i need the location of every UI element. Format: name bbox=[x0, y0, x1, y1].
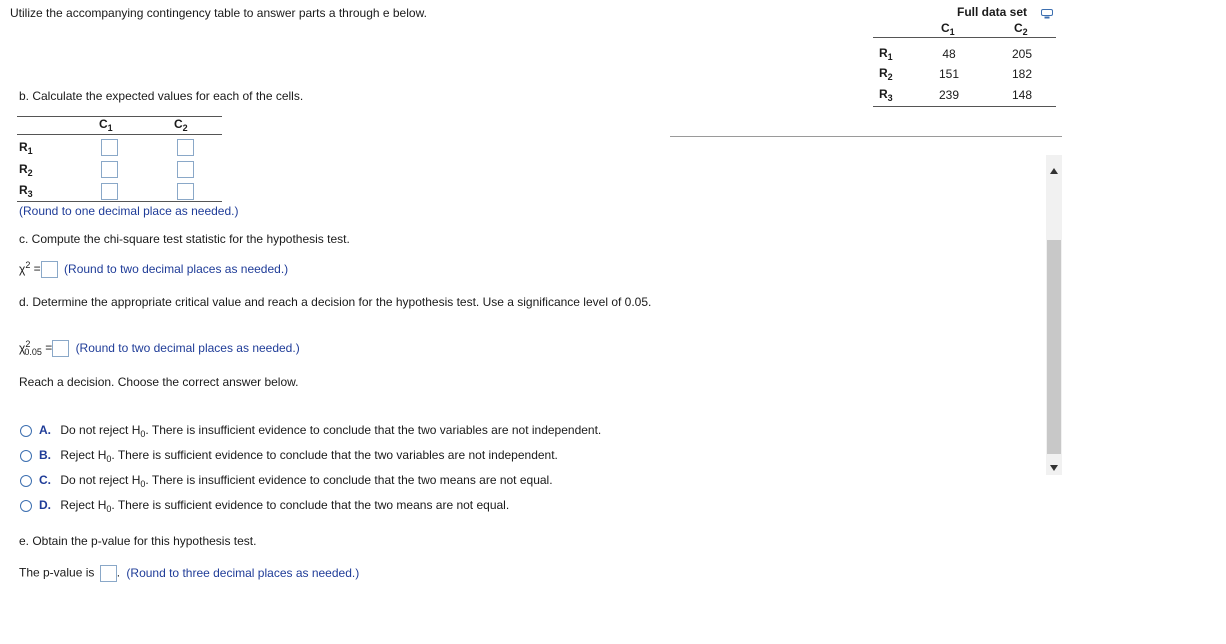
p-value-prefix: The p-value is bbox=[19, 565, 95, 580]
expected-input-r1-c1[interactable] bbox=[101, 139, 118, 156]
option-b[interactable]: B. Reject $H_0$. There is sufficient evidence to conclude that the two variables are not independent. bbox=[39, 448, 558, 464]
copy-data-icon[interactable] bbox=[1041, 8, 1053, 18]
expected-input-r3-c2[interactable] bbox=[177, 183, 194, 200]
option-text: Do not reject H bbox=[60, 423, 141, 437]
option-letter: C. bbox=[39, 473, 51, 487]
option-text: Reject H bbox=[60, 498, 107, 512]
part-e-rounding-hint: (Round to three decimal places as needed.) bbox=[126, 565, 360, 580]
expected-input-r3-c1[interactable] bbox=[101, 183, 118, 200]
expected-input-r2-c2[interactable] bbox=[177, 161, 194, 178]
expected-row-label-r3: $R_3$ bbox=[19, 183, 33, 199]
expected-row-label-r1: $R_1$ bbox=[19, 140, 33, 156]
data-cell-r2-c1: 151 bbox=[938, 67, 960, 81]
data-table-divider bbox=[873, 37, 1056, 38]
part-d-text: d. Determine the appropriate critical value and reach a decision for the hypothesis test. Use a significance level of 0.05. bbox=[19, 295, 652, 309]
part-c-text: c. Compute the chi-square test statistic for the hypothesis test. bbox=[19, 232, 350, 246]
part-b-rounding-hint: (Round to one decimal place as needed.) bbox=[19, 204, 239, 218]
expected-input-r1-c2[interactable] bbox=[177, 139, 194, 156]
critical-value-input[interactable] bbox=[52, 340, 69, 357]
critical-value-row bbox=[19, 340, 300, 357]
expected-table-bottom-border bbox=[17, 201, 222, 202]
part-d-rounding-hint: (Round to two decimal places as needed.) bbox=[75, 340, 300, 355]
option-a[interactable]: A. Do not reject $H_0$. There is insufficient evidence to conclude that the two variables are not independent. bbox=[39, 423, 602, 439]
part-c-rounding-hint: (Round to two decimal places as needed.) bbox=[64, 261, 289, 276]
equals-sign: = bbox=[33, 261, 41, 276]
expected-row-label-r2: $R_2$ bbox=[19, 162, 33, 178]
section-divider bbox=[670, 136, 1062, 137]
part-b-text: b. Calculate the expected values for each of the cells. bbox=[19, 89, 304, 103]
option-c[interactable]: C. Do not reject $H_0$. There is insufficient evidence to conclude that the two means are not equal. bbox=[39, 473, 553, 489]
scroll-down-arrow-icon[interactable] bbox=[1050, 460, 1058, 474]
option-text: . There is insufficient evidence to conclude that the two variables are not independent. bbox=[145, 423, 602, 437]
option-d[interactable]: D. Reject $H_0$. There is sufficient evidence to conclude that the two means are not equal. bbox=[39, 498, 510, 514]
full-data-set-label: Full data set bbox=[957, 5, 1028, 19]
data-col-header-c1: $C_1$ bbox=[941, 21, 955, 37]
expected-col-header-c1: $C_1$ bbox=[99, 117, 113, 133]
option-letter: D. bbox=[39, 498, 51, 512]
p-value-input[interactable] bbox=[100, 565, 117, 582]
option-text: Reject H bbox=[60, 448, 107, 462]
scrollbar-thumb[interactable] bbox=[1047, 240, 1061, 454]
instruction-text: Utilize the accompanying contingency table to answer parts a through e below. bbox=[10, 6, 427, 20]
expected-col-header-c2: $C_2$ bbox=[174, 117, 188, 133]
data-cell-r3-c1: 239 bbox=[938, 88, 960, 102]
option-b-radio[interactable] bbox=[20, 450, 32, 462]
data-cell-r1-c2: 205 bbox=[1011, 47, 1033, 61]
data-cell-r1-c1: 48 bbox=[942, 47, 956, 61]
part-e-text: e. Obtain the p-value for this hypothesis test. bbox=[19, 534, 257, 548]
option-a-radio[interactable] bbox=[20, 425, 32, 437]
option-d-radio[interactable] bbox=[20, 500, 32, 512]
chi-square-statistic-row bbox=[19, 261, 288, 278]
p-value-row bbox=[19, 565, 359, 582]
option-text: . There is insufficient evidence to conclude that the two means are not equal. bbox=[145, 473, 553, 487]
expected-input-r2-c1[interactable] bbox=[101, 161, 118, 178]
chi-square-statistic-input[interactable] bbox=[41, 261, 58, 278]
data-cell-r2-c2: 182 bbox=[1011, 67, 1033, 81]
option-letter: A. bbox=[39, 423, 51, 437]
data-table-bottom-border bbox=[873, 106, 1056, 107]
chi-square-symbol: $\chi^2$ bbox=[19, 259, 31, 276]
data-row-label-r3: $R_3$ bbox=[879, 87, 893, 103]
data-cell-r3-c2: 148 bbox=[1011, 88, 1033, 102]
option-text: Do not reject H bbox=[60, 473, 141, 487]
data-row-label-r2: $R_2$ bbox=[879, 66, 893, 82]
equals-sign: = bbox=[45, 340, 53, 355]
option-text: . There is sufficient evidence to conclude that the two variables are not independent. bbox=[111, 448, 558, 462]
option-c-radio[interactable] bbox=[20, 475, 32, 487]
expected-table-header-divider bbox=[17, 134, 222, 135]
p-value-period: . bbox=[116, 565, 121, 580]
data-row-label-r1: $R_1$ bbox=[879, 46, 893, 62]
option-letter: B. bbox=[39, 448, 51, 462]
critical-value-symbol: $\chi^2_{0.05}$ bbox=[19, 338, 42, 357]
decision-prompt: Reach a decision. Choose the correct answer below. bbox=[19, 375, 299, 389]
option-text: . There is sufficient evidence to conclude that the two means are not equal. bbox=[111, 498, 510, 512]
scroll-up-arrow-icon[interactable] bbox=[1050, 163, 1058, 177]
expected-table-top-border bbox=[17, 116, 222, 117]
data-col-header-c2: $C_2$ bbox=[1014, 21, 1028, 37]
